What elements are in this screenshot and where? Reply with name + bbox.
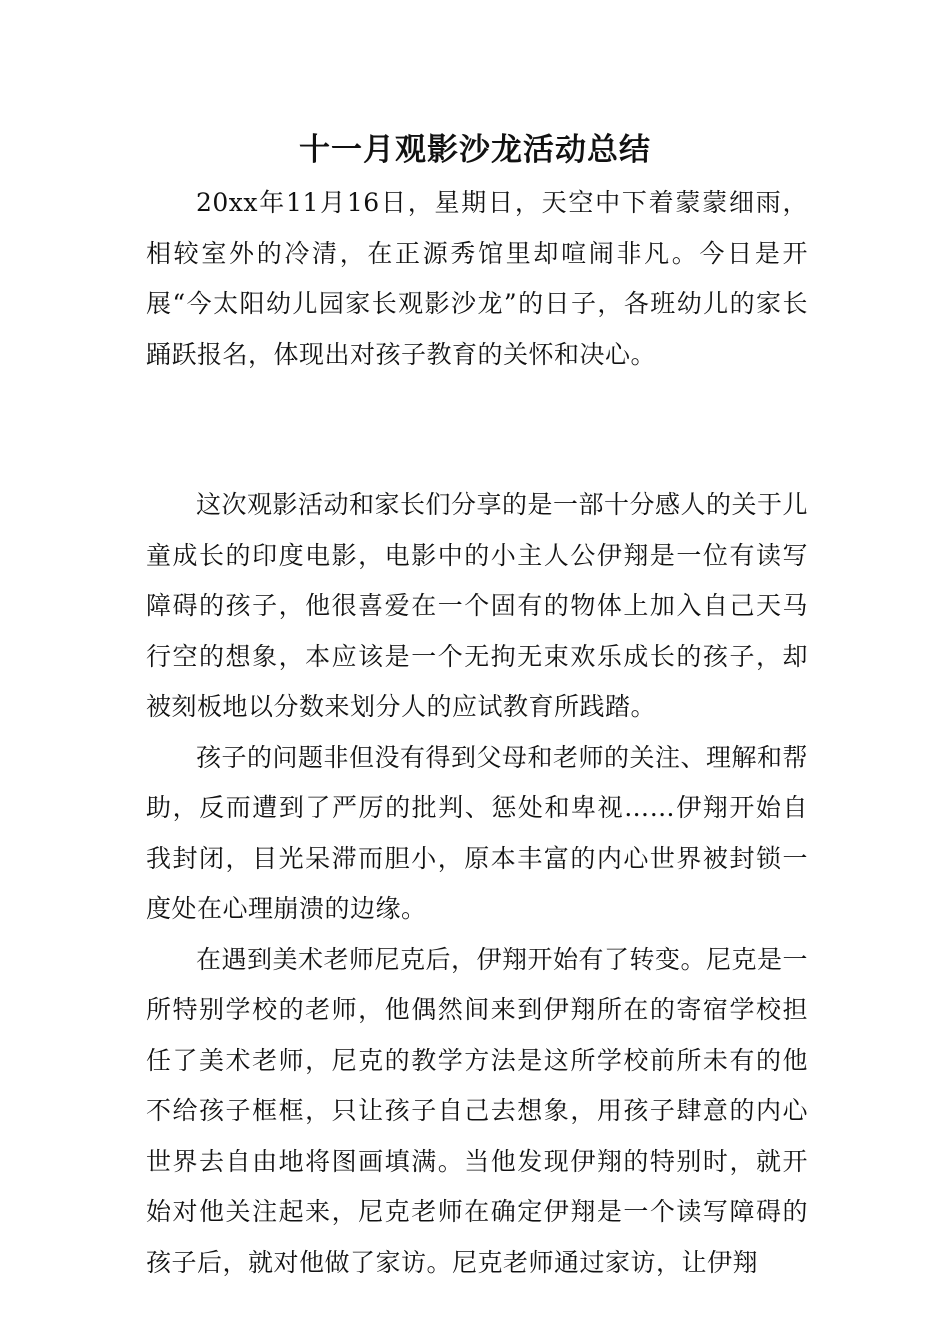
paragraph-1: 20xx年11月16日，星期日，天空中下着蒙蒙细雨，相较室外的冷清，在正源秀馆里却喧闹非凡。今日是开展“今太阳幼儿园家长观影沙龙”的日子，各班幼儿的家长踊跃报名，体现出对孩子教育的关怀和决心。: [146, 188, 808, 369]
document-title: 十一月观影沙龙活动总结: [299, 132, 651, 168]
paragraph-gap: [146, 380, 808, 480]
paragraph-2: 这次观影活动和家长们分享的是一部十分感人的关于儿童成长的印度电影，电影中的小主人公伊翔是一位有读写障碍的孩子，他很喜爱在一个固有的物体上加入自己天马行空的想象，本应该是一个无拘无束欢乐成长的孩子，却被刻板地以分数来划分人的应试教育所践踏。: [146, 490, 809, 721]
paragraph-4: 在遇到美术老师尼克后，伊翔开始有了转变。尼克是一所特别学校的老师，他偶然间来到伊翔所在的寄宿学校担任了美术老师，尼克的教学方法是这所学校前所未有的他不给孩子框框，只让孩子自己去想象，用孩子肆意的内心世界去自由地将图画填满。当他发现伊翔的特别时，就开始对他关注起来，尼克老师在确定伊翔是一个读写障碍的孩子后，就对他做了家访。尼克老师通过家访，让伊翔: [146, 944, 809, 1277]
document-body: [146, 178, 808, 1288]
paragraph-3: 孩子的问题非但没有得到父母和老师的关注、理解和帮助，反而遭到了严厉的批判、惩处和卑视……伊翔开始自我封闭，目光呆滞而胆小，原本丰富的内心世界被封锁一度处在心理崩溃的边缘。: [146, 742, 809, 923]
